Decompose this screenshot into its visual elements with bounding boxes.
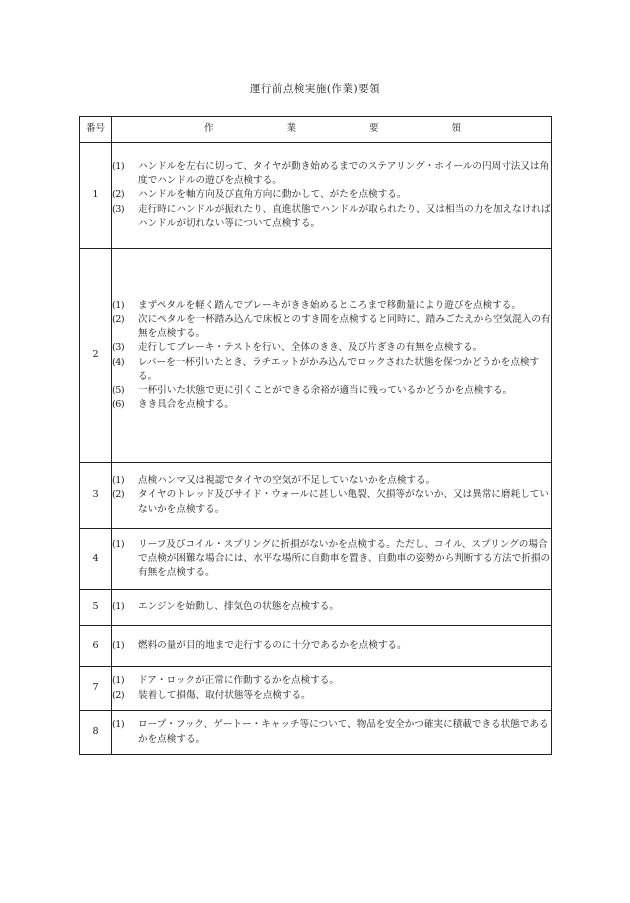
procedure-item <box>112 341 551 355</box>
table-row <box>80 463 552 529</box>
row-procedure <box>112 590 552 626</box>
row-procedure <box>112 249 552 463</box>
header-number: 番号 <box>80 117 112 143</box>
procedure-item <box>112 188 551 202</box>
item-number: (1) <box>112 160 125 172</box>
procedure-item <box>112 674 551 688</box>
item-text: ドア・ロックが正常に作動するかを点検する。 <box>138 675 339 687</box>
procedure-item <box>112 474 551 488</box>
header-work-char: 要 <box>368 123 379 135</box>
item-number: (6) <box>112 399 125 411</box>
item-text: 走行してブレーキ・テストを行い、全体のきき、及び片ぎきの有無を点検する。 <box>138 342 483 354</box>
row-number: 3 <box>80 463 112 529</box>
row-procedure <box>112 529 552 590</box>
item-text: ハンドルを軸方向及び直角方向に動かして、がたを点検する。 <box>138 189 407 201</box>
item-text: エンジンを始動し、排気色の状態を点検する。 <box>138 601 339 613</box>
item-number: (4) <box>112 356 125 368</box>
item-number: (1) <box>112 675 125 687</box>
item-number: (1) <box>112 299 125 311</box>
row-number: 5 <box>80 590 112 626</box>
header-work-char: 作 <box>204 123 214 135</box>
page-title: 運行前点検実施(作業)要領 <box>249 83 381 95</box>
procedure-item <box>112 600 551 614</box>
procedure-item <box>112 639 551 653</box>
procedure-item <box>112 203 551 231</box>
row-number: 4 <box>80 529 112 590</box>
row-number: 7 <box>80 667 112 711</box>
table-row <box>80 626 552 667</box>
table-row <box>80 667 552 711</box>
item-text: タイヤのトレッド及びサイド・ウォールに甚しい亀裂、欠損等がないか、又は異常に磨耗していないかを点検する。 <box>138 489 549 515</box>
procedure-item <box>112 384 551 398</box>
table-row <box>80 711 552 755</box>
item-text: 次にペタルを一杯踏み込んで床板とのすき間を点検すると同時に、踏みごたえから空気混入の有無を点検する。 <box>138 313 551 340</box>
item-number: (5) <box>112 384 125 396</box>
item-number: (3) <box>112 203 125 215</box>
procedure-item <box>112 299 551 313</box>
row-number: 1 <box>80 143 112 249</box>
item-text: まずペタルを軽く踏んでブレーキがきき始めるところまで移動量により遊びを点検する。 <box>138 299 521 311</box>
item-text: 走行時にハンドルが振れたり、直進状態でハンドルが取られたり、又は相当の力を加えなければハンドルが切れない等について点検する。 <box>138 203 551 229</box>
header-work-char: 領 <box>451 123 461 135</box>
row-number: 6 <box>80 626 112 667</box>
row-number: 2 <box>80 249 112 463</box>
item-text: 一杯引いた状態で更に引くことができる余裕が適当に残っているかどうかを点検する。 <box>138 384 513 396</box>
row-procedure <box>112 667 552 711</box>
item-number: (1) <box>112 538 125 550</box>
item-text: 点検ハンマ又は視認でタイヤの空気が不足していないかを点検する。 <box>138 475 436 487</box>
item-number: (1) <box>112 475 125 487</box>
row-procedure <box>112 711 552 755</box>
item-text: ハンドルを左右に切って、タイヤが動き始めるまでのステアリング・ホイールの円周寸法又は角度でハンドルの遊びを点検する。 <box>138 160 550 187</box>
table-row <box>80 590 552 626</box>
item-text: レバーを一杯引いたとき、ラチエットがかみ込んでロックされた状態を保つかどうかを点検する。 <box>138 356 540 382</box>
procedure-item <box>112 538 551 581</box>
procedure-item <box>112 356 551 384</box>
item-number: (1) <box>112 719 125 731</box>
row-procedure <box>112 463 552 529</box>
item-number: (3) <box>112 342 125 354</box>
procedure-item <box>112 398 551 412</box>
row-procedure <box>112 143 552 249</box>
item-number: (1) <box>112 601 125 613</box>
row-procedure <box>112 626 552 667</box>
item-text: リーフ及びコイル・スプリングに折損がないかを点検する。ただし、コイル、スプリングの場合で点検が困難な場合には、水平な場所に自動車を置き、自動車の姿勢から判断する方法で折損の有無を点検する。 <box>138 538 551 579</box>
item-number: (2) <box>112 189 125 201</box>
procedure-item <box>112 313 551 341</box>
table-row <box>80 143 552 249</box>
item-text: 燃料の量が目的地まで走行するのに十分であるかを点検する。 <box>138 639 407 651</box>
procedure-item <box>112 718 551 746</box>
item-number: (2) <box>112 689 125 701</box>
header-work <box>112 117 552 143</box>
item-text: ロープ・フック、ゲートー・キャッチ等について、物品を安全かつ確実に積載できる状態であるかを点検する。 <box>138 719 549 745</box>
procedure-item <box>112 160 551 188</box>
procedure-table <box>79 116 552 755</box>
item-text: きき具合を点検する。 <box>138 399 234 411</box>
item-number: (1) <box>112 639 125 651</box>
table-header-row <box>80 117 552 143</box>
item-text: 装着して損傷、取付状態等を点検する。 <box>138 689 311 701</box>
procedure-item <box>112 689 551 703</box>
table-row <box>80 249 552 463</box>
procedure-item <box>112 488 551 516</box>
item-number: (2) <box>112 313 125 325</box>
item-number: (2) <box>112 489 125 501</box>
table-row <box>80 529 552 590</box>
header-work-char: 業 <box>286 123 297 135</box>
row-number: 8 <box>80 711 112 755</box>
